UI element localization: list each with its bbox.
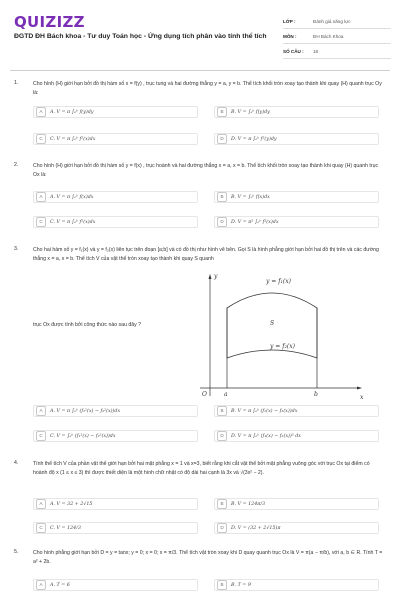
option-letter: B [217,406,227,416]
function-graph [192,268,372,408]
option-text: B. V = ∫ₐᵇ f(x)dx [231,194,270,200]
option-text: A. V = 32 + 2√15 [50,501,93,507]
info-value: Đánh giá năng lực [313,18,351,24]
option-letter: D [217,134,227,144]
question-text: Cho hình (H) giới hạn bởi đồ thị hàm số x = f(y) , trục tung và hai đường thẳng y = a, y = b. Thể tích khối tròn xoay tạo thành khi quay (H) quanh trục Oy là: [33,81,382,96]
info-row-class [283,14,391,29]
option-text: C. V = ∫ₐᵇ (f₁²(x) − f₂²(x))dx [50,433,116,439]
option-b[interactable] [214,106,379,118]
option-a[interactable] [33,405,198,417]
option-a[interactable] [33,579,198,591]
option-c[interactable] [33,522,198,534]
header-divider [10,70,390,71]
question-text: Cho hai hàm số y = f₁(x) và y = f₂(x) liên tục trên đoạn [a;b] và có đồ thị như hình vẽ bên. Gọi S là hình phẳng giới hạn bởi hai đồ thị trên và các đường thẳng x = a, x = b. Thể tích V của vật thể tròn xoay tạo thành khi quay S quanh [33,247,379,262]
option-letter: C [36,523,46,533]
option-b[interactable] [214,579,379,591]
option-a[interactable] [33,106,198,118]
option-c[interactable] [33,133,198,145]
option-letter: A [36,580,46,590]
option-a[interactable] [33,191,198,203]
option-text: D. V = π² ∫ₐᵇ f²(x)dx [231,219,279,225]
question-number: 4. [14,460,19,466]
option-a[interactable] [33,498,198,510]
option-d[interactable] [214,522,379,534]
option-b[interactable] [214,191,379,203]
option-letter: C [36,217,46,227]
option-text: C. V = π ∫ₐᵇ f²(x)dx [50,219,96,225]
info-label: LỚP : [283,18,296,24]
option-text: A. V = π ∫ₐᵇ (f₁²(x) − f₂²(x))dx [50,408,121,414]
document-title: ĐGTD ĐH Bách khoa - Tư duy Toán học - Ứng dụng tích phân vào tính thể tích [14,33,267,40]
option-letter: B [217,499,227,509]
x-label: x [360,394,364,401]
option-text: C. V = 124/3 [50,525,81,531]
option-letter: C [36,431,46,441]
option-text: B. V = ∫ₐᵇ f(y)dy [231,109,270,115]
info-row-count [283,44,391,59]
option-b[interactable] [214,405,379,417]
option-c[interactable] [33,430,198,442]
a-label: a [224,391,228,398]
option-text: D. V = (32 + 2√15)π [231,525,281,531]
f1-label: y = f₁(x) [266,278,291,285]
option-letter: A [36,499,46,509]
info-label: MÔN : [283,33,297,39]
question-number: 3. [14,246,19,252]
option-text: A. V = π ∫ₐᵇ f(x)dx [50,194,94,200]
option-b[interactable] [214,498,379,510]
option-letter: D [217,431,227,441]
option-text: A. T = 6 [50,582,70,588]
option-d[interactable] [214,430,379,442]
option-letter: B [217,107,227,117]
option-c[interactable] [33,216,198,228]
option-text: C. V = π ∫ₐᵇ f²(x)dx [50,136,96,142]
option-letter: C [36,134,46,144]
question-text: Cho hình (H) giới hạn bởi đồ thị hàm số y = f(x) , trục hoành và hai đường thẳng x = a, x = b. Thể tích khối tròn xoay tạo thành khi quay (H) quanh trục Ox là: [33,163,379,178]
option-text: D. V = π ∫ₐᵇ f²(y)dy [231,136,277,142]
question-text: Tính thể tích V của phần vật thể giới hạn bởi hai mặt phẳng x = 1 và x=3, biết rằng khi cắt vật thể bởi mặt phẳng vuông góc với trục Ox tại điểm có hoành độ x (1 ≤ x ≤ 3) thì được thiết diện là một hình chữ nhật có độ dài hai cạnh là 3x và √(3x² − 2). [33,461,370,476]
question-text: Cho hình phẳng giới hạn bởi D = y = tanx; y = 0; x = 0; x = π/3. Thể tích vật tròn xoay khi D quay quanh trục Ox là V = π(a − π/b), với a, b ∈ R. Tính T = a² + 2b. [33,550,383,565]
option-text: B. V = π ∫ₐᵇ (f₁(x) − f₂(x))dx [231,408,298,414]
question-number: 2. [14,162,19,168]
info-row-subject [283,29,391,44]
option-letter: A [36,406,46,416]
option-letter: A [36,192,46,202]
option-letter: D [217,523,227,533]
info-label: SỐ CÂU : [283,48,304,54]
option-text: D. V = π ∫ₐᵇ (f₁(x) − f₂(x))² dx [231,433,302,439]
option-letter: A [36,107,46,117]
y-axis-arrow [209,274,212,279]
question-number: 5. [14,549,19,555]
option-letter: B [217,192,227,202]
s-label: S [270,320,275,327]
option-letter: D [217,217,227,227]
option-text: B. T = 9 [231,582,251,588]
y-label: y [214,273,218,280]
question-number: 1. [14,80,19,86]
info-table [283,14,391,59]
info-value: 18 [313,48,319,54]
info-value: ĐH Bách Khoa [313,33,344,39]
option-d[interactable] [214,133,379,145]
question-text-continued: trục Ox được tính bởi công thức nào sau đây ? [33,322,142,328]
option-text: B. V = 124π/3 [231,501,266,507]
origin-label: O [202,391,207,398]
option-text: A. V = π ∫ₐᵇ f(y)dy [50,109,94,115]
b-label: b [314,391,318,398]
x-axis-arrow [357,387,362,390]
option-letter: B [217,580,227,590]
option-d[interactable] [214,216,379,228]
f2-label: y = f₂(x) [270,343,295,350]
quizizz-logo: QUIZIZZ [14,13,85,31]
